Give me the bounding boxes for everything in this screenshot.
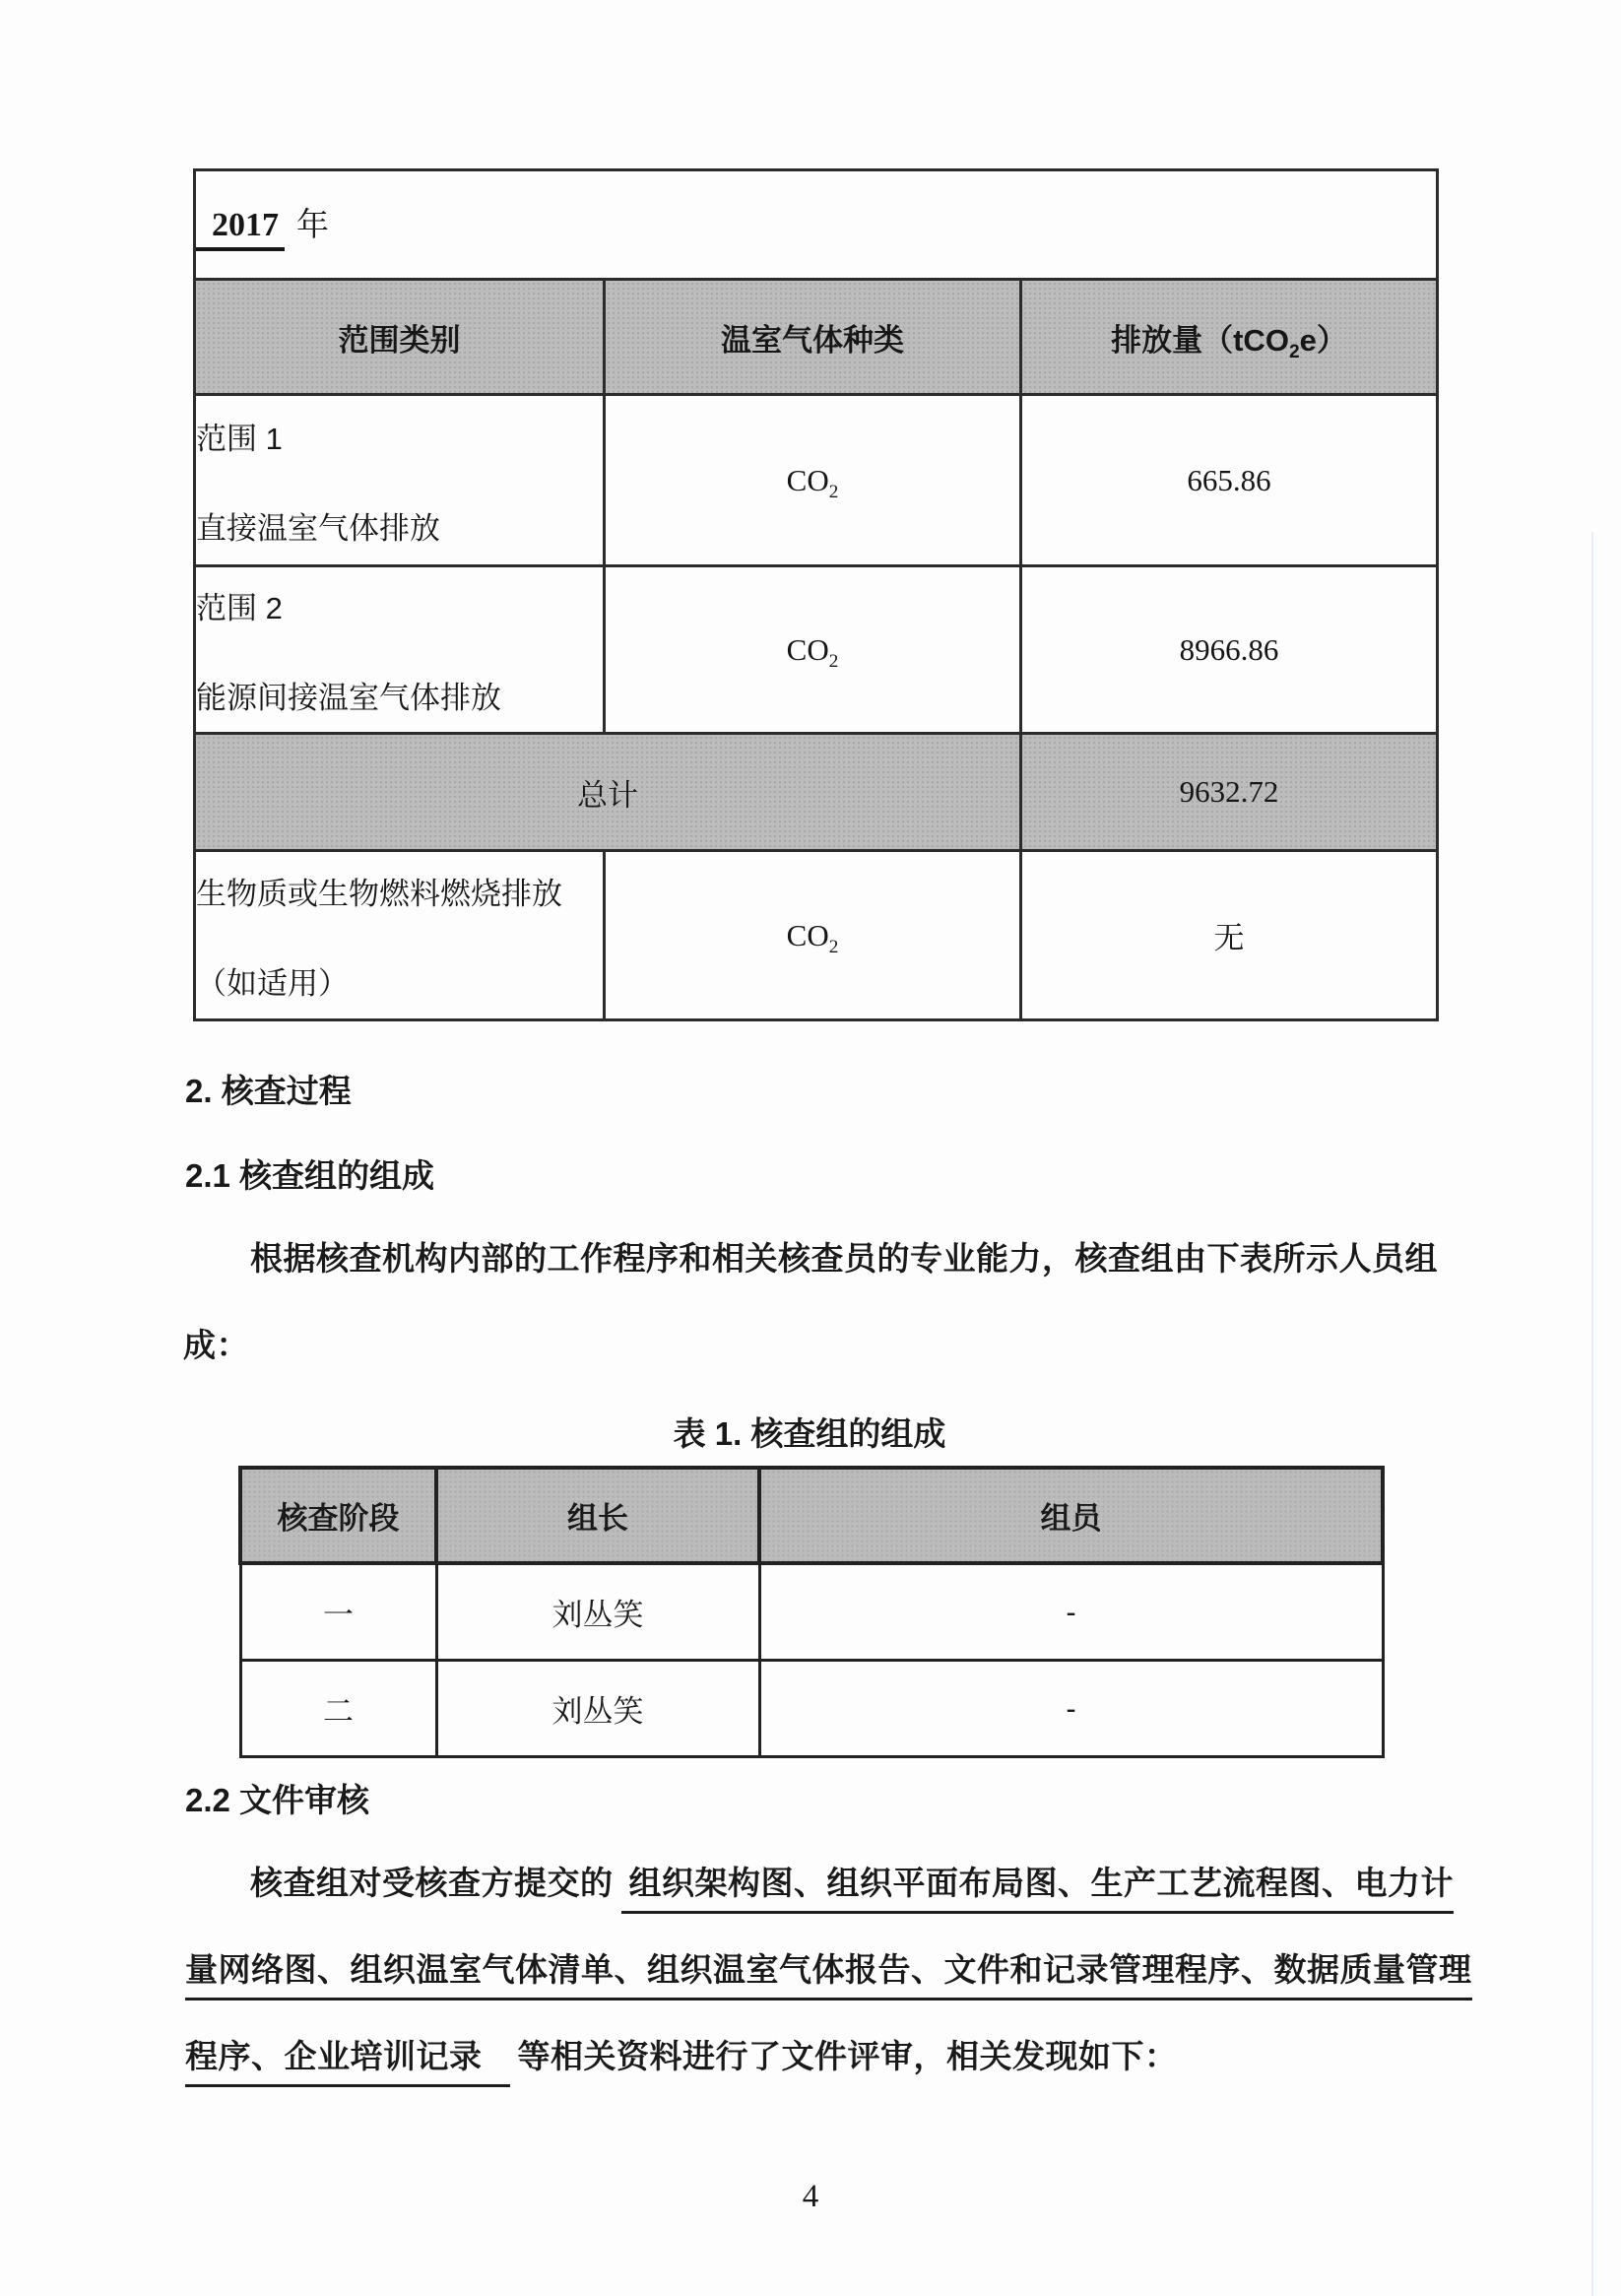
team-row1-leader: 刘丛笑 <box>436 1563 759 1661</box>
emission-row-scope1 <box>195 395 1438 566</box>
team-header-leader: 组长 <box>436 1468 759 1563</box>
header-emission-subscript: 2 <box>1288 341 1300 362</box>
scope1-title: 范围 1 <box>196 421 283 456</box>
scope2-gas-subscript: 2 <box>828 650 839 672</box>
paragraph-2-2-line1-normal: 核查组对受核查方提交的 <box>250 1865 614 1901</box>
biomass-label-lines <box>196 869 603 1003</box>
header-ghg-type: 温室气体种类 <box>605 280 1021 395</box>
team-row2-stage: 二 <box>240 1661 436 1757</box>
biomass-emission-value: 无 <box>1021 851 1438 1020</box>
paragraph-2-2-line3-underlined: 程序、企业培训记录 <box>185 2031 510 2087</box>
year-suffix: 年 <box>296 205 329 242</box>
team-table-caption: 表 1. 核查组的组成 <box>673 1415 946 1452</box>
team-header-stage: 核查阶段 <box>240 1468 436 1563</box>
scope2-label-lines <box>196 583 603 717</box>
biomass-note: （如适用） <box>196 965 349 1001</box>
page-number: 4 <box>802 2179 819 2214</box>
team-row-2 <box>240 1661 1383 1757</box>
team-table <box>238 1466 1385 1758</box>
team-row2-member: - <box>759 1661 1383 1757</box>
biomass-gas: CO <box>786 917 829 952</box>
biomass-label-cell <box>195 851 605 1020</box>
scope1-gas-subscript: 2 <box>828 481 839 502</box>
paragraph-2-2-line3 <box>185 2031 1178 2087</box>
header-scope-category: 范围类别 <box>195 280 605 395</box>
scope2-description: 能源间接温室气体排放 <box>196 680 501 715</box>
emission-year-row <box>195 170 1438 280</box>
biomass-title: 生物质或生物燃料燃烧排放 <box>196 876 562 911</box>
team-row1-member: - <box>759 1563 1383 1661</box>
header-emission-amount-unit-close: e） <box>1299 322 1347 358</box>
scope1-emission-value: 665.86 <box>1021 395 1438 566</box>
paragraph-2-2-line1 <box>250 1858 1454 1914</box>
section-heading-2: 2. 核查过程 <box>185 1073 352 1109</box>
emission-total-row <box>195 734 1438 851</box>
scope1-label-cell <box>195 395 605 566</box>
scope1-label-lines <box>196 414 603 548</box>
scope2-gas: CO <box>786 631 829 667</box>
paragraph-2-2-line2 <box>185 1944 1472 2001</box>
total-value: 9632.72 <box>1021 734 1438 851</box>
team-row1-stage: 一 <box>240 1563 436 1661</box>
year-value: 2017 <box>196 207 285 251</box>
scope2-emission-value: 8966.86 <box>1021 566 1438 734</box>
section-heading-2-1: 2.1 核查组的组成 <box>185 1157 435 1194</box>
paragraph-2-2-line3-normal: 等相关资料进行了文件评审，相关发现如下： <box>517 2038 1178 2074</box>
scope1-description: 直接温室气体排放 <box>196 510 440 546</box>
biomass-gas-subscript: 2 <box>828 936 839 957</box>
emission-header-row <box>195 280 1438 395</box>
team-row2-leader: 刘丛笑 <box>436 1661 759 1757</box>
scope2-title: 范围 2 <box>196 590 283 625</box>
biomass-gas-cell <box>605 851 1021 1020</box>
team-header-row <box>240 1468 1383 1563</box>
emission-table <box>193 168 1439 1021</box>
emission-row-scope2 <box>195 566 1438 734</box>
emission-row-biomass <box>195 851 1438 1020</box>
team-header-member: 组员 <box>759 1468 1383 1563</box>
scope1-gas-cell <box>605 395 1021 566</box>
scope2-label-cell <box>195 566 605 734</box>
team-row-1 <box>240 1563 1383 1661</box>
paragraph-2-2-line1-underlined: 组织架构图、组织平面布局图、生产工艺流程图、电力计 <box>621 1858 1455 1914</box>
scope2-gas-cell <box>605 566 1021 734</box>
year-cell <box>195 170 1438 280</box>
scan-artifact-line <box>1591 532 1593 2296</box>
paragraph-2-1-line2: 成： <box>183 1327 249 1363</box>
paragraph-2-2-line2-underlined: 量网络图、组织温室气体清单、组织温室气体报告、文件和记录管理程序、数据质量管理 <box>185 1944 1472 2001</box>
total-label: 总计 <box>195 734 1021 851</box>
section-heading-2-2: 2.2 文件审核 <box>185 1782 370 1818</box>
header-emission-amount-text: 排放量（tCO <box>1111 322 1289 358</box>
paragraph-2-1-line1: 根据核查机构内部的工作程序和相关核查员的专业能力，核查组由下表所示人员组 <box>250 1240 1438 1277</box>
scope1-gas: CO <box>786 462 829 497</box>
header-emission-amount <box>1021 280 1438 395</box>
